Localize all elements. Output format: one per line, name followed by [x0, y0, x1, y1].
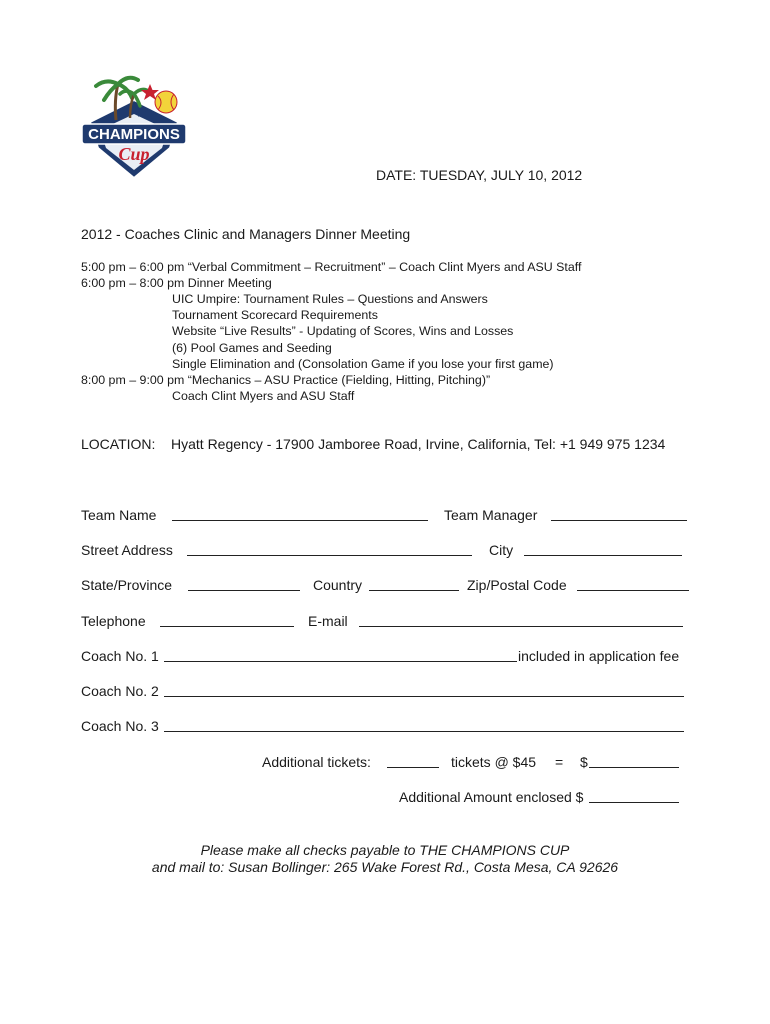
schedule-line-2: 6:00 pm – 8:00 pm Dinner Meeting [81, 276, 272, 290]
champions-cup-logo [78, 70, 190, 182]
street-address-label: Street Address [81, 542, 173, 558]
state-province-field[interactable] [188, 590, 300, 591]
tickets-total-field[interactable] [589, 767, 679, 768]
schedule-line-3: UIC Umpire: Tournament Rules – Questions and Answers [172, 292, 488, 306]
coach1-field[interactable] [164, 661, 517, 662]
schedule-line-7: Single Elimination and (Consolation Game if you lose your first game) [172, 357, 554, 371]
equals-sign: = [555, 754, 564, 770]
meeting-heading: 2012 - Coaches Clinic and Managers Dinner Meeting [81, 226, 411, 242]
coach3-label: Coach No. 3 [81, 718, 159, 734]
team-manager-label: Team Manager [444, 507, 538, 523]
country-label: Country [313, 577, 363, 593]
additional-tickets-label: Additional tickets: [262, 754, 371, 770]
coach1-suffix: included in application fee [518, 648, 680, 664]
team-name-field[interactable] [172, 520, 428, 521]
schedule-line-4: Tournament Scorecard Requirements [172, 308, 378, 322]
coach3-field[interactable] [164, 731, 684, 732]
schedule-line-5: Website “Live Results” - Updating of Scores, Wins and Losses [172, 324, 514, 338]
schedule-line-9: Coach Clint Myers and ASU Staff [172, 389, 355, 403]
location-value: Hyatt Regency - 17900 Jamboree Road, Irvine, California, Tel: +1 949 975 1234 [171, 436, 666, 452]
logo-title: CHAMPIONS [88, 126, 180, 143]
coach2-field[interactable] [164, 696, 684, 697]
location-label: LOCATION: [81, 436, 156, 452]
city-field[interactable] [524, 555, 682, 556]
schedule-line-6: (6) Pool Games and Seeding [172, 341, 332, 355]
logo-subtitle: Cup [118, 144, 150, 164]
email-field[interactable] [359, 626, 683, 627]
telephone-label: Telephone [81, 613, 146, 629]
date-line: DATE: TUESDAY, JULY 10, 2012 [376, 167, 583, 183]
coach1-label: Coach No. 1 [81, 648, 159, 664]
country-field[interactable] [369, 590, 459, 591]
telephone-field[interactable] [160, 626, 294, 627]
zip-field[interactable] [577, 590, 689, 591]
team-manager-field[interactable] [551, 520, 687, 521]
additional-tickets-field[interactable] [387, 767, 439, 768]
email-label: E-mail [308, 613, 348, 629]
state-province-label: State/Province [81, 577, 173, 593]
tickets-price-label: tickets @ $45 [451, 754, 537, 770]
dollar-sign: $ [580, 754, 588, 770]
schedule-line-1: 5:00 pm – 6:00 pm “Verbal Commitment – Recruitment” – Coach Clint Myers and ASU Staff [81, 260, 582, 274]
schedule-line-8: 8:00 pm – 9:00 pm “Mechanics – ASU Practice (Fielding, Hitting, Pitching)” [81, 373, 491, 387]
footer-line-2: and mail to: Susan Bollinger: 265 Wake Forest Rd., Costa Mesa, CA 92626 [151, 859, 619, 875]
additional-amount-field[interactable] [589, 802, 679, 803]
team-name-label: Team Name [81, 507, 157, 523]
city-label: City [489, 542, 514, 558]
additional-amount-label: Additional Amount enclosed $ [399, 789, 584, 805]
street-address-field[interactable] [187, 555, 472, 556]
zip-label: Zip/Postal Code [467, 577, 567, 593]
coach2-label: Coach No. 2 [81, 683, 159, 699]
footer-line-1: Please make all checks payable to THE CHAMPIONS CUP [200, 842, 570, 858]
